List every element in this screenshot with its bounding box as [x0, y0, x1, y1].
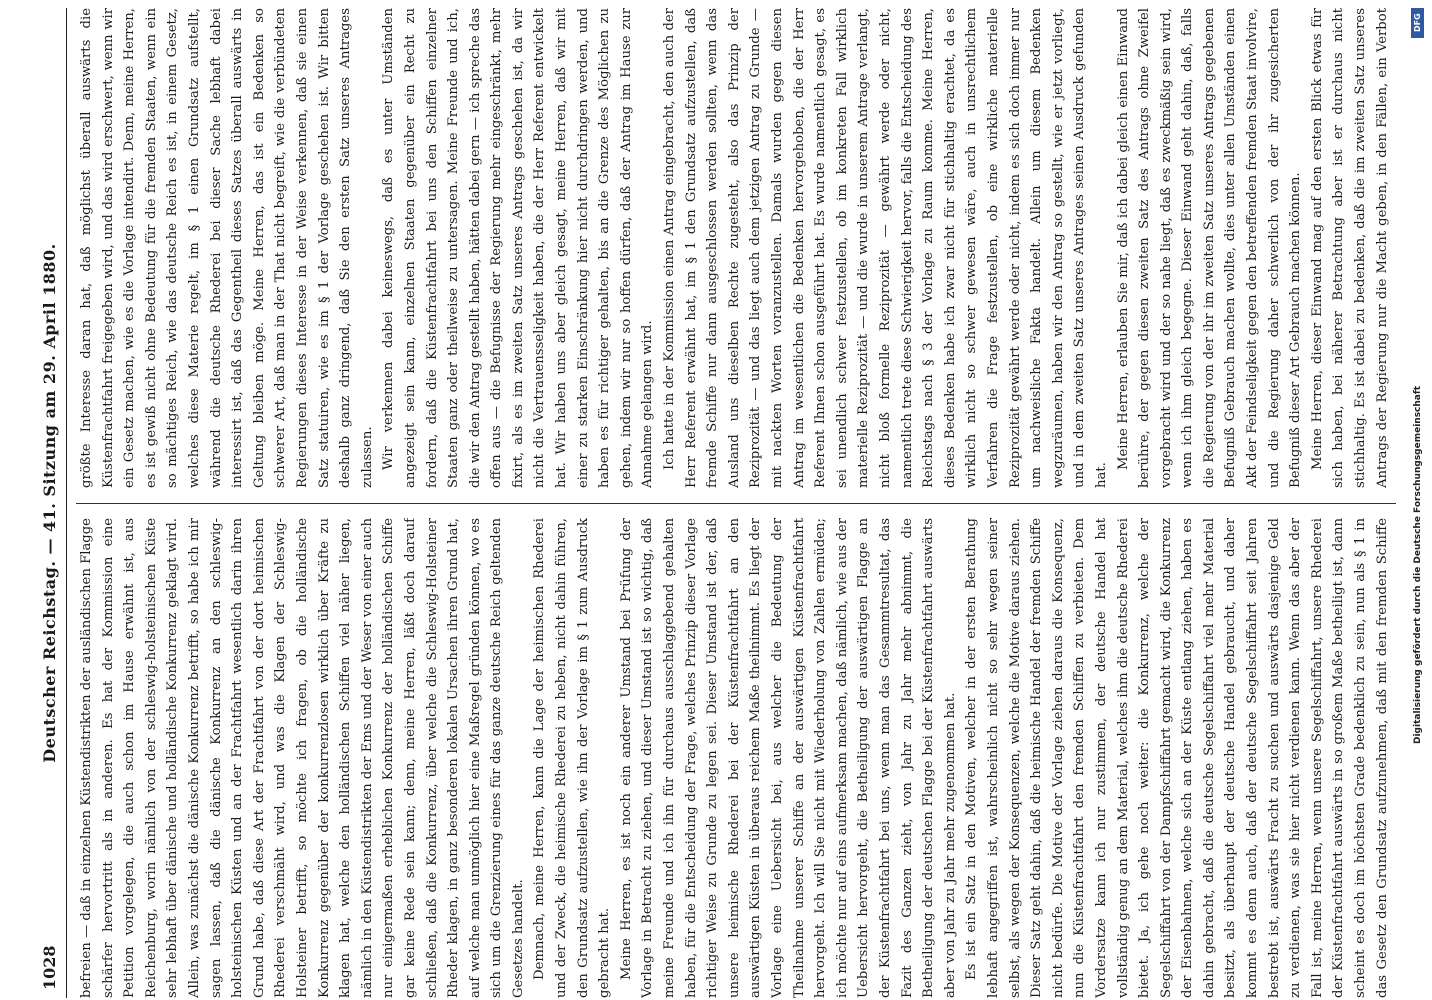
- right-paragraph: größte Interesse daran hat, daß möglichst überall auswärts die Küstenfrachtfahrt freigegeben wird, und das wird erschwert, wenn wir ein Gesetz machen, wie es die Vorlage intendirt. Denn, meine Herren, es ist gewiß nicht ohne Bedeutung für die fremden Staaten, wenn ein so mächtiges Reich, wie das deutsche Reich es ist, in einem Gesetz, welches diese Materie regelt, im § 1 einen Grundsatz aufstellt, während die deutsche Rhederei bei dieser Sache lebhaft dabei interessirt ist, daß das Gegentheil dieses Satzes überall auswärts in Geltung bleiben möge. Meine Herren, das ist ein Bedenken so schwerer Art, daß man in der That nicht begreift, wie die verbündeten Regierungen dieses Interesse in der Weise verkennen, daß sie einen Satz statuiren, wie es im § 1 der Vorlage geschehen ist. Wir bitten deshalb ganz dringend, daß Sie den ersten Satz unseres Antrages zulassen.: [79, 8, 375, 488]
- right-paragraph: Ich hatte in der Kommission einen Antrag eingebracht, den auch der Herr Referent erwähnt hat, im § 1 den Grundsatz aufzustellen, daß fremde Schiffe nur dann ausgeschlossen werden sollten, wenn das Ausland uns dieselben Rechte zugesteht, also das Prinzip der Reziprozität — und das liegt auch dem jetzigen Antrag zu Grunde — mit nackten Worten voranzustellen. Damals wurden gegen diesen Antrag im wesentlichen die Bedenken hervorgehoben, die der Herr Referent Ihnen schon ausgeführt hat. Es wurde namentlich gesagt, es sei unendlich schwer festzustellen, ob im konkreten Fall wirklich materielle Reziprozität — und die wurde in unserem Antrage verlangt, nicht bloß formelle Reziprozität — gewährt werde oder nicht, namentlich trete diese Schwierigkeit hervor, falls die Entscheidung des Reichstags nach § 3 der Vorlage zu Raum komme. Meine Herren, dieses Bedenken habe ich zwar nicht für stichhaltig erachtet, da es wirklich nicht so schwer gewesen wäre, auch in unsrechtlichem Verfahren die Frage festzustellen, ob eine wirkliche materielle Reziprozität gewährt werde oder nicht, indem es sich doch immer nur um nachweisliche Fakta handelt. Allein um diesem Bedenken wegzuräumen, haben wir den Antrag so gestellt, wie er jetzt vorliegt, und in dem zweiten Satz unseres Antrages seinen Ausdruck gefunden hat.: [662, 8, 1109, 488]
- left-paragraph: Meine Herren, es ist noch ein anderer Umstand bei Prüfung der Vorlage in Betracht zu ziehen, und dieser Umstand ist so wichtig, daß meine Freunde und ich ihn für durchaus ausschlaggebend gehalten haben, für die Entscheidung der Frage, welches Prinzip dieser Vorlage richtiger Weise zu Grunde zu legen sei. Dieser Umstand ist der, daß unsere heimische Rhederei bei der Küstenfrachtfahrt an den auswärtigen Küsten in überaus reichem Maße theilnimmt. Es liegt der Vorlage eine Uebersicht bei, aus welcher die Bedeutung der Theilnahme unserer Schiffe an der auswärtigen Küstenfrachtfahrt hervorgeht. Ich will Sie nicht mit Wiederholung von Zahlen ermüden; ich möchte nur auf eins aufmerksam machen, daß nämlich, wie aus der Uebersicht hervorgeht, die Betheiligung der auswärtigen Flagge an der Küstenfrachtfahrt bei uns, wenn man das Gesammtresultat, das Fazit des Ganzen zieht, von Jahr zu Jahr mehr abnimmt, die Betheiligung der deutschen Flagge bei der Küstenfrachtfahrt auswärts aber von Jahr zu Jahr mehr zugenommen hat.: [618, 518, 958, 998]
- dfg-logo: DFG: [1411, 8, 1424, 38]
- right-column: [76, 8, 1396, 488]
- running-head: Deutscher Reichstag. — 41. Sitzung am 29. April 1880.: [40, 243, 59, 763]
- header-rule: [66, 8, 67, 998]
- left-column: [76, 518, 1396, 998]
- page-number: 1028: [40, 945, 59, 990]
- digitization-notice: Digitalisierung gefördert durch die Deutsche Forschungsgemeinschaft: [1413, 385, 1423, 744]
- right-paragraph: Meine Herren, dieser Einwand mag auf den ersten Blick etwas für sich haben, bei näherer Betrachtung aber ist er durchaus nicht stichhaltig. Es ist dabei zu bedenken, daß die im zweiten Satz unseres Antrags der Regierung nur die Macht geben, in den Fällen, ein Verbot: [1309, 8, 1390, 488]
- left-paragraph: Es ist ein Satz in den Motiven, welcher in der ersten Berathung lebhaft angegriffen ist, wahrscheinlich nicht so sehr wegen seiner selbst, als wegen der Konsequenzen, welche die Motive daraus ziehen. Dieser Satz geht dahin, daß die heimische Handel der fremden Schiffe nicht bedürfe. Die Motive der Vorlage ziehen daraus die Konsequenz, nun die Küstenfrachtfahrt den fremden Schiffen zu verbieten. Dem Vordersatze kann ich nur zustimmen, der deutsche Handel hat vollständig genug an dem Material, welches ihm die deutsche Rhederei bietet. Ja, ich gehe noch weiter: die Konkurrenz, welche der Segelschiffahrt von der Dampfschiffahrt gemacht wird, die Konkurrenz der Eisenbahnen, welche sich an der Küste entlang ziehen, haben es dahin gebracht, daß die deutsche Segelschiffahrt viel mehr Material besitzt, als überhaupt der deutsche Handel gebraucht, und daher kommt es denn auch, daß der deutsche Segelschiffahrt seit Jahren bestrebt ist, auswärts Fracht zu suchen und auswärts dasjenige Geld zu verdienen, was sie hier nicht verdienen kann. Wenn das aber der Fall ist, meine Herren, wenn unsere Segelschiffahrt, unsere Rhederei der Küstenfrachtfahrt auswärts in so großem Maße betheiligt ist, dann scheint es doch im höchsten Grade bedenklich zu sein, nun als § 1 in das Gesetz den Grundsatz aufzunehmen, daß mit den fremden Schiffe: [964, 518, 1390, 998]
- left-paragraph: befreien — daß in einzelnen Küstendistrikten der ausländischen Flagge schärfer hervortritt als in anderen. Es hat der Kommission eine Petition vorgelegen, die auch schon im Hause erwähnt ist, aus Reichenburg, worin nämlich von der schleswig-holsteinischen Küste sehr lebhaft über dänische und holländische Konkurrenz geklagt wird. Allein, was zunächst die dänische Konkurrenz betrifft, so habe ich mir sagen lassen, daß die dänische Konkurrenz an den schleswig-holsteinischen Küsten und an der Frachtfahrt wesentlich darin ihren Grund habe, daß diese Art der Frachtfahrt von der dort heimischen Rhederei verschmäht wird, und was die Klagen der Schleswig-Holsteiner betrifft, so möchte ich fragen, ob die holländische Konkurrenz gegenüber der konkurrenzlosen wirklich über Kräfte zu klagen hat, welche den holländischen Schiffen viel näher liegen, nämlich in den Küstendistrikten der Ems und der Weser von einer auch nur einigermaßen erheblichen Konkurrenz der holländischen Schiffe gar keine Rede sein kann; denn, meine Herren, läßt doch darauf schließen, daß die Konkurrenz, über welche die Schleswig-Holsteiner Rheder klagen, in ganz besonderen lokalen Ursachen ihren Grund hat, auf welche man unmöglich hier eine Maßregel gründen können, wo es sich um die Grenzierung eines für das ganze deutsche Reich geltenden Gesetzes handelt.: [79, 518, 526, 998]
- left-paragraph: Demnach, meine Herren, kann die Lage der heimischen Rhederei und der Zweck, die heimische Rhederei zu heben, nicht dahin führen, den Grundsatz aufzustellen, wie ihn der Vorlage im § 1 zum Ausdruck gebracht hat.: [532, 518, 613, 998]
- right-paragraph: Meine Herren, erlauben Sie mir, daß ich dabei gleich einen Einwand berühre, der gegen diesen zweiten Satz des Antrags ohne Zweifel vorgebracht wird und der so nahe liegt, daß es zweckmäßig sein wird, wenn ich ihm gleich begegne. Dieser Einwand geht dahin, daß, falls die Regierung von der ihr im zweiten Satz unseres Antrags gegebenen Befugniß Gebrauch machen wollte, dies unter allen Umständen einen Akt der Feindseligkeit gegen den betreffenden fremden Staat involvire, und die Regierung daher schwerlich von der ihr zugesicherten Befugniß dieser Art Gebrauch machen können.: [1115, 8, 1304, 488]
- rotated-page: [40, 8, 1400, 998]
- page-header: [40, 8, 64, 998]
- column-divider: [76, 503, 1396, 504]
- right-paragraph: Wir verkennen dabei keineswegs, daß es unter Umständen angezeigt sein kann, einzelnen Staaten gegenüber ein Recht zu fordern, daß die Küstenfrachtfahrt bei uns den Schiffen einzelner Staaten ganz oder theilweise zu untersagen. Meine Freunde und ich, die wir den Antrag gestellt haben, hätten dabei gern — ich spreche das offen aus — die Befugnisse der Regierung mehr eingeschränkt, mehr fixirt, als es im zweiten Satz unseres Antrags geschehen ist, da wir nicht die Vertrauensseligkeit haben, die der Herr Referent entwickelt hat. Wir haben uns aber gleich gesagt, meine Herren, daß wir mit einer zu starken Einschränkung hier nicht durchdringen werden, und haben es für richtiger gehalten, bis an die Grenze des Möglichen zu gehen, indem wir nur so hoffen dürfen, daß der Antrag im Hause zur Annahme gelangen wird.: [381, 8, 656, 488]
